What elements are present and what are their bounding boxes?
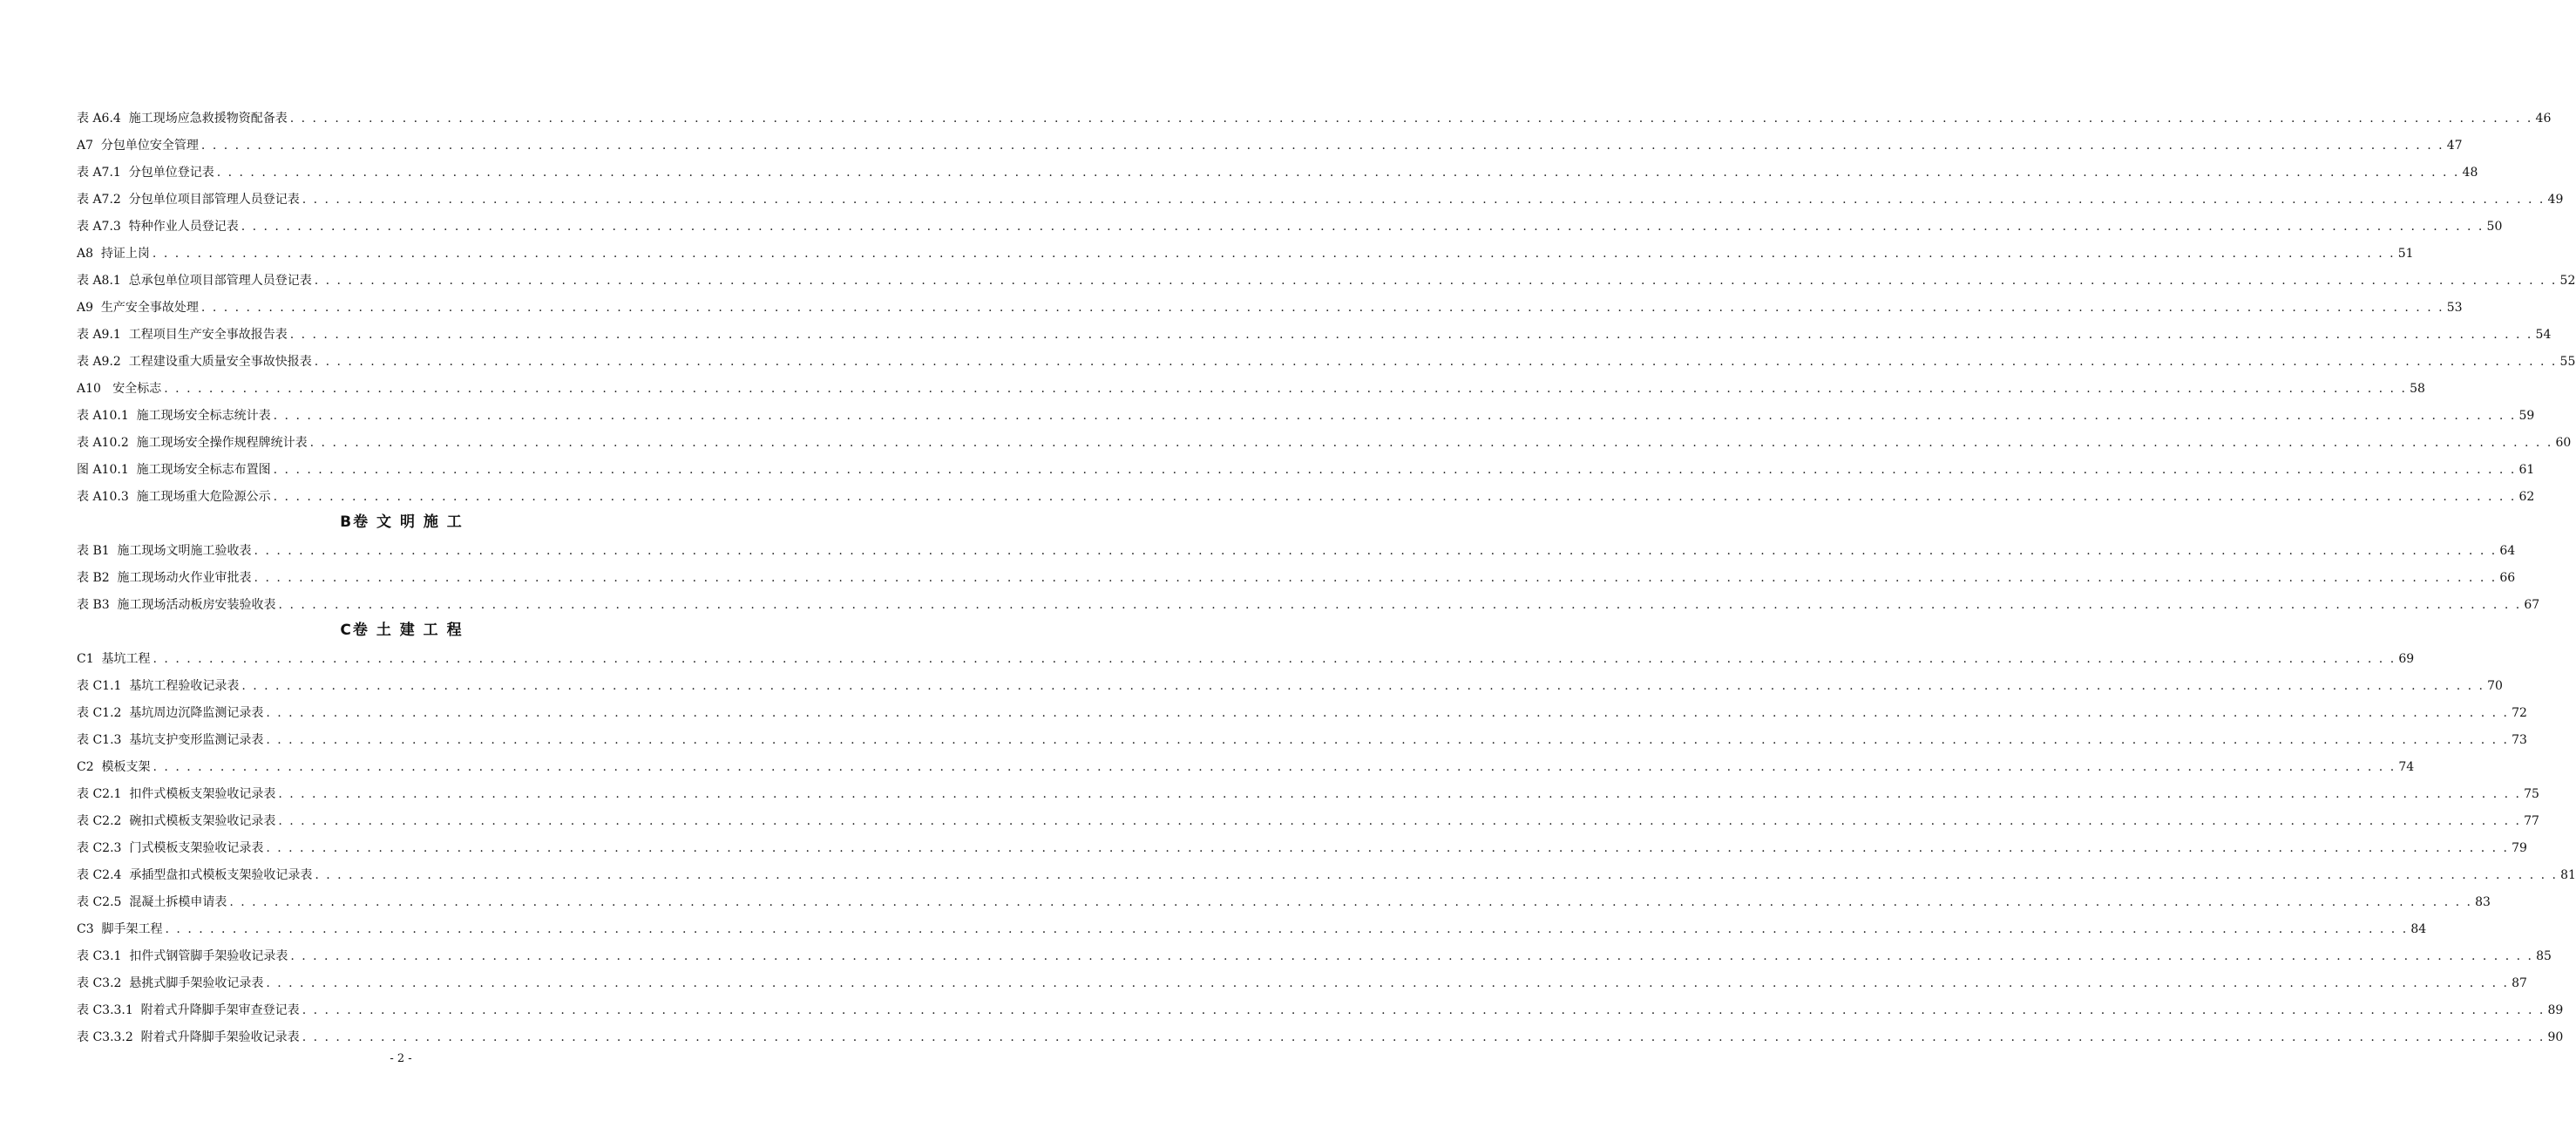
toc-entry[interactable]: [77, 883, 2491, 910]
dot-leader: . . . . . . . . . . . . . . . . . . . . . . . . . . . . . . . . . . . . . . . . . . . . . . . . . . . . . . . . . . . . . . . . . . . . . . . . . . . . . . . . . . . . . . . . . . . . . . . . . . . . . . . . . . . . . . . . . . . . . . . . . . . . . . . . . . . . . . . . . . . . . . . . . . . . . . . . . . . . . . . . . . . . . . . . . . . . . . . . . . . . . . . . . . . . . . . . . . . . . . . .: [200, 301, 2444, 315]
toc-entry[interactable]: [77, 667, 2503, 694]
dot-leader: . . . . . . . . . . . . . . . . . . . . . . . . . . . . . . . . . . . . . . . . . . . . . . . . . . . . . . . . . . . . . . . . . . . . . . . . . . . . . . . . . . . . . . . . . . . . . . . . . . . . . . . . . . . . . . . . . . . . . . . . . . . . . . . . . . . . . . . . . . . . . . . . . . . . . . . . . . . . . . . . . . . . . . . . . . . . . . . . . . . . . . . . . . . . . . . . . . . . . . . .: [302, 193, 2545, 207]
dot-leader: . . . . . . . . . . . . . . . . . . . . . . . . . . . . . . . . . . . . . . . . . . . . . . . . . . . . . . . . . . . . . . . . . . . . . . . . . . . . . . . . . . . . . . . . . . . . . . . . . . . . . . . . . . . . . . . . . . . . . . . . . . . . . . . . . . . . . . . . . . . . . . . . . . . . . . . . . . . . . . . . . . . . . . . . . . . . . . . . . . . . . . . . . . . . . . . . . . . . . . . .: [273, 490, 2517, 504]
toc-entry-page: 52: [2559, 274, 2576, 288]
toc-entry-page: 55: [2559, 355, 2576, 369]
toc-entry-title: A10 安全标志: [77, 382, 162, 396]
toc-entry[interactable]: [77, 262, 2576, 289]
toc-entry-page: 89: [2547, 1003, 2564, 1017]
toc-entry-page: 79: [2512, 841, 2527, 855]
toc-entry[interactable]: [77, 559, 2516, 586]
toc-entry-title: 表 C3.3.1 附着式升降脚手架审查登记表: [77, 1003, 300, 1017]
toc-entry-page: 58: [2410, 382, 2425, 396]
toc-entry-title: 表 C3.2 悬挑式脚手架验收记录表: [77, 976, 264, 990]
toc-entry-page: 73: [2512, 733, 2527, 747]
toc-entry-page: 60: [2555, 436, 2572, 450]
dot-leader: . . . . . . . . . . . . . . . . . . . . . . . . . . . . . . . . . . . . . . . . . . . . . . . . . . . . . . . . . . . . . . . . . . . . . . . . . . . . . . . . . . . . . . . . . . . . . . . . . . . . . . . . . . . . . . . . . . . . . . . . . . . . . . . . . . . . . . . . . . . . . . . . . . . . . . . . . . . . . . . . . . . . . . . . . . . . . . . . . . . . . . . . . . . . . . . . . . . . . . . .: [241, 679, 2484, 693]
toc-entry[interactable]: [77, 207, 2503, 234]
toc-entry-page: 54: [2535, 328, 2552, 342]
dot-leader: . . . . . . . . . . . . . . . . . . . . . . . . . . . . . . . . . . . . . . . . . . . . . . . . . . . . . . . . . . . . . . . . . . . . . . . . . . . . . . . . . . . . . . . . . . . . . . . . . . . . . . . . . . . . . . . . . . . . . . . . . . . . . . . . . . . . . . . . . . . . . . . . . . . . . . . . . . . . . . . . . . . . . . . . . . . . . . . . . . . . . . . . . . . . . . . . . . . . . . . .: [254, 571, 2498, 585]
toc-entry[interactable]: [77, 180, 2564, 207]
toc-entry[interactable]: [77, 478, 2535, 505]
dot-leader: . . . . . . . . . . . . . . . . . . . . . . . . . . . . . . . . . . . . . . . . . . . . . . . . . . . . . . . . . . . . . . . . . . . . . . . . . . . . . . . . . . . . . . . . . . . . . . . . . . . . . . . . . . . . . . . . . . . . . . . . . . . . . . . . . . . . . . . . . . . . . . . . . . . . . . . . . . . . . . . . . . . . . . . . . . . . . . . . . . . . . . . . . . . . . . . . . . . . . . . .: [273, 409, 2517, 423]
page-number: - 2 -: [390, 1052, 412, 1065]
dot-leader: . . . . . . . . . . . . . . . . . . . . . . . . . . . . . . . . . . . . . . . . . . . . . . . . . . . . . . . . . . . . . . . . . . . . . . . . . . . . . . . . . . . . . . . . . . . . . . . . . . . . . . . . . . . . . . . . . . . . . . . . . . . . . . . . . . . . . . . . . . . . . . . . . . . . . . . . . . . . . . . . . . . . . . . . . . . . . . . . . . . . . . . . . . . . . . . . . . . . . . . .: [153, 760, 2396, 774]
dot-leader: . . . . . . . . . . . . . . . . . . . . . . . . . . . . . . . . . . . . . . . . . . . . . . . . . . . . . . . . . . . . . . . . . . . . . . . . . . . . . . . . . . . . . . . . . . . . . . . . . . . . . . . . . . . . . . . . . . . . . . . . . . . . . . . . . . . . . . . . . . . . . . . . . . . . . . . . . . . . . . . . . . . . . . . . . . . . . . . . . . . . . . . . . . . . . . . . . . . . . . . .: [229, 895, 2472, 909]
section-heading: C卷 土 建 工 程: [340, 622, 464, 639]
toc-entry[interactable]: [77, 343, 2576, 370]
toc-entry-page: 69: [2398, 652, 2415, 666]
toc-entry-title: 图 A10.1 施工现场安全标志布置图: [77, 463, 271, 477]
toc-entry-title: 表 A9.1 工程项目生产安全事故报告表: [77, 328, 288, 342]
section-heading: B卷 文 明 施 工: [340, 513, 464, 531]
toc-entry-title: 表 C1.1 基坑工程验收记录表: [77, 679, 240, 693]
dot-leader: . . . . . . . . . . . . . . . . . . . . . . . . . . . . . . . . . . . . . . . . . . . . . . . . . . . . . . . . . . . . . . . . . . . . . . . . . . . . . . . . . . . . . . . . . . . . . . . . . . . . . . . . . . . . . . . . . . . . . . . . . . . . . . . . . . . . . . . . . . . . . . . . . . . . . . . . . . . . . . . . . . . . . . . . . . . . . . . . . . . . . . . . . . . . . . . . . . . . . . . .: [153, 652, 2396, 666]
toc-entry-title: 表 B3 施工现场活动板房安装验收表: [77, 598, 276, 612]
toc-entry[interactable]: [77, 721, 2527, 748]
toc-entry[interactable]: [77, 234, 2414, 262]
toc-entry-title: 表 A9.2 工程建设重大质量安全事故快报表: [77, 355, 312, 369]
dot-leader: . . . . . . . . . . . . . . . . . . . . . . . . . . . . . . . . . . . . . . . . . . . . . . . . . . . . . . . . . . . . . . . . . . . . . . . . . . . . . . . . . . . . . . . . . . . . . . . . . . . . . . . . . . . . . . . . . . . . . . . . . . . . . . . . . . . . . . . . . . . . . . . . . . . . . . . . . . . . . . . . . . . . . . . . . . . . . . . . . . . . . . . . . . . . . . . . . . . . . . . .: [278, 787, 2521, 801]
toc-entry[interactable]: [77, 370, 2425, 397]
toc-entry-page: 74: [2398, 760, 2415, 774]
dot-leader: . . . . . . . . . . . . . . . . . . . . . . . . . . . . . . . . . . . . . . . . . . . . . . . . . . . . . . . . . . . . . . . . . . . . . . . . . . . . . . . . . . . . . . . . . . . . . . . . . . . . . . . . . . . . . . . . . . . . . . . . . . . . . . . . . . . . . . . . . . . . . . . . . . . . . . . . . . . . . . . . . . . . . . . . . . . . . . . . . . . . . . . . . . . . . . . . . . . . . . . .: [278, 814, 2521, 828]
dot-leader: . . . . . . . . . . . . . . . . . . . . . . . . . . . . . . . . . . . . . . . . . . . . . . . . . . . . . . . . . . . . . . . . . . . . . . . . . . . . . . . . . . . . . . . . . . . . . . . . . . . . . . . . . . . . . . . . . . . . . . . . . . . . . . . . . . . . . . . . . . . . . . . . . . . . . . . . . . . . . . . . . . . . . . . . . . . . . . . . . . . . . . . . . . . . . . . . . . . . . . . .: [241, 220, 2484, 234]
toc-entry-title: 表 B1 施工现场文明施工验收表: [77, 544, 252, 558]
toc-entry[interactable]: [77, 748, 2415, 775]
dot-leader: . . . . . . . . . . . . . . . . . . . . . . . . . . . . . . . . . . . . . . . . . . . . . . . . . . . . . . . . . . . . . . . . . . . . . . . . . . . . . . . . . . . . . . . . . . . . . . . . . . . . . . . . . . . . . . . . . . . . . . . . . . . . . . . . . . . . . . . . . . . . . . . . . . . . . . . . . . . . . . . . . . . . . . . . . . . . . . . . . . . . . . . . . . . . . . . . . . . . . . . .: [216, 166, 2460, 180]
dot-leader: . . . . . . . . . . . . . . . . . . . . . . . . . . . . . . . . . . . . . . . . . . . . . . . . . . . . . . . . . . . . . . . . . . . . . . . . . . . . . . . . . . . . . . . . . . . . . . . . . . . . . . . . . . . . . . . . . . . . . . . . . . . . . . . . . . . . . . . . . . . . . . . . . . . . . . . . . . . . . . . . . . . . . . . . . . . . . . . . . . . . . . . . . . . . . . . . . . . . . . . .: [164, 382, 2407, 396]
toc-entry[interactable]: [77, 937, 2552, 964]
toc-entry-page: 72: [2512, 706, 2527, 720]
toc-entry-page: 83: [2475, 895, 2491, 909]
toc-entry-title: 表 A6.4 施工现场应急救援物资配备表: [77, 112, 288, 126]
toc-entry-page: 66: [2499, 571, 2516, 585]
toc-entry-page: 51: [2397, 247, 2414, 261]
toc-entry[interactable]: [77, 424, 2572, 451]
toc-entry-page: 67: [2524, 598, 2540, 612]
toc-entry-page: 62: [2518, 490, 2535, 504]
toc-entry-title: 表 C2.4 承插型盘扣式模板支架验收记录表: [77, 868, 313, 882]
toc-entry-title: 表 A7.1 分包单位登记表: [77, 166, 214, 180]
toc-entry-title: 表 A7.2 分包单位项目部管理人员登记表: [77, 193, 300, 207]
toc-entry-page: 87: [2512, 976, 2527, 990]
toc-entry-page: 53: [2446, 301, 2463, 315]
dot-leader: . . . . . . . . . . . . . . . . . . . . . . . . . . . . . . . . . . . . . . . . . . . . . . . . . . . . . . . . . . . . . . . . . . . . . . . . . . . . . . . . . . . . . . . . . . . . . . . . . . . . . . . . . . . . . . . . . . . . . . . . . . . . . . . . . . . . . . . . . . . . . . . . . . . . . . . . . . . . . . . . . . . . . . . . . . . . . . . . . . . . . . . . . . . . . . . . . . . . . . . .: [289, 112, 2533, 126]
toc-entry-title: 表 C1.2 基坑周边沉降监测记录表: [77, 706, 264, 720]
toc-entry-page: 46: [2535, 112, 2552, 126]
dot-leader: . . . . . . . . . . . . . . . . . . . . . . . . . . . . . . . . . . . . . . . . . . . . . . . . . . . . . . . . . . . . . . . . . . . . . . . . . . . . . . . . . . . . . . . . . . . . . . . . . . . . . . . . . . . . . . . . . . . . . . . . . . . . . . . . . . . . . . . . . . . . . . . . . . . . . . . . . . . . . . . . . . . . . . . . . . . . . . . . . . . . . . . . . . . . . . . . . . . . . . . .: [302, 1003, 2545, 1017]
dot-leader: . . . . . . . . . . . . . . . . . . . . . . . . . . . . . . . . . . . . . . . . . . . . . . . . . . . . . . . . . . . . . . . . . . . . . . . . . . . . . . . . . . . . . . . . . . . . . . . . . . . . . . . . . . . . . . . . . . . . . . . . . . . . . . . . . . . . . . . . . . . . . . . . . . . . . . . . . . . . . . . . . . . . . . . . . . . . . . . . . . . . . . . . . . . . . . . . . . . . . . . .: [165, 922, 2409, 936]
toc-entry-title: 表 C2.5 混凝土拆模申请表: [77, 895, 227, 909]
toc-entry-title: A9 生产安全事故处理: [77, 301, 199, 315]
toc-entry-title: C1 基坑工程: [77, 652, 151, 666]
dot-leader: . . . . . . . . . . . . . . . . . . . . . . . . . . . . . . . . . . . . . . . . . . . . . . . . . . . . . . . . . . . . . . . . . . . . . . . . . . . . . . . . . . . . . . . . . . . . . . . . . . . . . . . . . . . . . . . . . . . . . . . . . . . . . . . . . . . . . . . . . . . . . . . . . . . . . . . . . . . . . . . . . . . . . . . . . . . . . . . . . . . . . . . . . . . . . . . . . . . . . . . .: [309, 436, 2553, 450]
dot-leader: . . . . . . . . . . . . . . . . . . . . . . . . . . . . . . . . . . . . . . . . . . . . . . . . . . . . . . . . . . . . . . . . . . . . . . . . . . . . . . . . . . . . . . . . . . . . . . . . . . . . . . . . . . . . . . . . . . . . . . . . . . . . . . . . . . . . . . . . . . . . . . . . . . . . . . . . . . . . . . . . . . . . . . . . . . . . . . . . . . . . . . . . . . . . . . . . . . . . . . . .: [289, 328, 2533, 342]
dot-leader: . . . . . . . . . . . . . . . . . . . . . . . . . . . . . . . . . . . . . . . . . . . . . . . . . . . . . . . . . . . . . . . . . . . . . . . . . . . . . . . . . . . . . . . . . . . . . . . . . . . . . . . . . . . . . . . . . . . . . . . . . . . . . . . . . . . . . . . . . . . . . . . . . . . . . . . . . . . . . . . . . . . . . . . . . . . . . . . . . . . . . . . . . . . . . . . . . . . . . . . .: [314, 274, 2558, 288]
toc-entry-page: 90: [2547, 1030, 2564, 1044]
toc-entry[interactable]: [77, 316, 2552, 343]
dot-leader: . . . . . . . . . . . . . . . . . . . . . . . . . . . . . . . . . . . . . . . . . . . . . . . . . . . . . . . . . . . . . . . . . . . . . . . . . . . . . . . . . . . . . . . . . . . . . . . . . . . . . . . . . . . . . . . . . . . . . . . . . . . . . . . . . . . . . . . . . . . . . . . . . . . . . . . . . . . . . . . . . . . . . . . . . . . . . . . . . . . . . . . . . . . . . . . . . . . . . . . .: [290, 949, 2533, 963]
toc-entry-title: 表 C3.3.2 附着式升降脚手架验收记录表: [77, 1030, 300, 1044]
dot-leader: . . . . . . . . . . . . . . . . . . . . . . . . . . . . . . . . . . . . . . . . . . . . . . . . . . . . . . . . . . . . . . . . . . . . . . . . . . . . . . . . . . . . . . . . . . . . . . . . . . . . . . . . . . . . . . . . . . . . . . . . . . . . . . . . . . . . . . . . . . . . . . . . . . . . . . . . . . . . . . . . . . . . . . . . . . . . . . . . . . . . . . . . . . . . . . . . . . . . . . . .: [273, 463, 2517, 477]
toc-entry-title: 表 C1.3 基坑支护变形监测记录表: [77, 733, 264, 747]
toc-entry[interactable]: [77, 829, 2527, 856]
toc-entry-title: 表 C2.2 碗扣式模板支架验收记录表: [77, 814, 276, 828]
dot-leader: . . . . . . . . . . . . . . . . . . . . . . . . . . . . . . . . . . . . . . . . . . . . . . . . . . . . . . . . . . . . . . . . . . . . . . . . . . . . . . . . . . . . . . . . . . . . . . . . . . . . . . . . . . . . . . . . . . . . . . . . . . . . . . . . . . . . . . . . . . . . . . . . . . . . . . . . . . . . . . . . . . . . . . . . . . . . . . . . . . . . . . . . . . . . . . . . . . . . . . . .: [278, 598, 2522, 612]
toc-entry-title: 表 A10.1 施工现场安全标志统计表: [77, 409, 271, 423]
toc-entry[interactable]: [77, 640, 2415, 667]
toc-entry-title: A8 持证上岗: [77, 247, 150, 261]
toc-entry[interactable]: [77, 289, 2463, 316]
toc-entry[interactable]: [77, 397, 2535, 424]
toc-entry[interactable]: [77, 910, 2427, 937]
toc-entry[interactable]: [77, 586, 2540, 613]
toc-entry-title: 表 A10.2 施工现场安全操作规程牌统计表: [77, 436, 308, 450]
toc-entry[interactable]: [77, 775, 2539, 802]
toc-entry-title: 表 A8.1 总承包单位项目部管理人员登记表: [77, 274, 312, 288]
toc-entry-page: 59: [2518, 409, 2535, 423]
toc-entry[interactable]: [77, 451, 2535, 478]
toc-entry[interactable]: [77, 1018, 2564, 1045]
toc-entry-page: 49: [2547, 193, 2564, 207]
toc-entry-title: 表 C2.1 扣件式模板支架验收记录表: [77, 787, 276, 801]
toc-entry[interactable]: [77, 153, 2478, 180]
toc-entry-page: 70: [2487, 679, 2503, 693]
toc-entry[interactable]: [77, 694, 2527, 721]
toc-entry-page: 75: [2524, 787, 2539, 801]
dot-leader: . . . . . . . . . . . . . . . . . . . . . . . . . . . . . . . . . . . . . . . . . . . . . . . . . . . . . . . . . . . . . . . . . . . . . . . . . . . . . . . . . . . . . . . . . . . . . . . . . . . . . . . . . . . . . . . . . . . . . . . . . . . . . . . . . . . . . . . . . . . . . . . . . . . . . . . . . . . . . . . . . . . . . . . . . . . . . . . . . . . . . . . . . . . . . . . . . . . . . . . .: [266, 706, 2509, 720]
toc-entry[interactable]: [77, 532, 2516, 559]
toc-entry-page: 77: [2524, 814, 2539, 828]
dot-leader: . . . . . . . . . . . . . . . . . . . . . . . . . . . . . . . . . . . . . . . . . . . . . . . . . . . . . . . . . . . . . . . . . . . . . . . . . . . . . . . . . . . . . . . . . . . . . . . . . . . . . . . . . . . . . . . . . . . . . . . . . . . . . . . . . . . . . . . . . . . . . . . . . . . . . . . . . . . . . . . . . . . . . . . . . . . . . . . . . . . . . . . . . . . . . . . . . . . . . . . .: [254, 544, 2498, 558]
dot-leader: . . . . . . . . . . . . . . . . . . . . . . . . . . . . . . . . . . . . . . . . . . . . . . . . . . . . . . . . . . . . . . . . . . . . . . . . . . . . . . . . . . . . . . . . . . . . . . . . . . . . . . . . . . . . . . . . . . . . . . . . . . . . . . . . . . . . . . . . . . . . . . . . . . . . . . . . . . . . . . . . . . . . . . . . . . . . . . . . . . . . . . . . . . . . . . . . . . . . . . . .: [266, 976, 2509, 990]
toc-entry-page: 61: [2518, 463, 2535, 477]
toc-entry[interactable]: [77, 856, 2576, 883]
toc-entry-page: 64: [2499, 544, 2516, 558]
dot-leader: . . . . . . . . . . . . . . . . . . . . . . . . . . . . . . . . . . . . . . . . . . . . . . . . . . . . . . . . . . . . . . . . . . . . . . . . . . . . . . . . . . . . . . . . . . . . . . . . . . . . . . . . . . . . . . . . . . . . . . . . . . . . . . . . . . . . . . . . . . . . . . . . . . . . . . . . . . . . . . . . . . . . . . . . . . . . . . . . . . . . . . . . . . . . . . . . . . . . . . . .: [302, 1030, 2545, 1044]
dot-leader: . . . . . . . . . . . . . . . . . . . . . . . . . . . . . . . . . . . . . . . . . . . . . . . . . . . . . . . . . . . . . . . . . . . . . . . . . . . . . . . . . . . . . . . . . . . . . . . . . . . . . . . . . . . . . . . . . . . . . . . . . . . . . . . . . . . . . . . . . . . . . . . . . . . . . . . . . . . . . . . . . . . . . . . . . . . . . . . . . . . . . . . . . . . . . . . . . . . . . . . .: [315, 868, 2558, 882]
dot-leader: . . . . . . . . . . . . . . . . . . . . . . . . . . . . . . . . . . . . . . . . . . . . . . . . . . . . . . . . . . . . . . . . . . . . . . . . . . . . . . . . . . . . . . . . . . . . . . . . . . . . . . . . . . . . . . . . . . . . . . . . . . . . . . . . . . . . . . . . . . . . . . . . . . . . . . . . . . . . . . . . . . . . . . . . . . . . . . . . . . . . . . . . . . . . . . . . . . . . . . . .: [152, 247, 2396, 261]
toc-entry-title: 表 A7.3 特种作业人员登记表: [77, 220, 239, 234]
dot-leader: . . . . . . . . . . . . . . . . . . . . . . . . . . . . . . . . . . . . . . . . . . . . . . . . . . . . . . . . . . . . . . . . . . . . . . . . . . . . . . . . . . . . . . . . . . . . . . . . . . . . . . . . . . . . . . . . . . . . . . . . . . . . . . . . . . . . . . . . . . . . . . . . . . . . . . . . . . . . . . . . . . . . . . . . . . . . . . . . . . . . . . . . . . . . . . . . . . . . . . . .: [266, 841, 2509, 855]
toc-entry-title: C2 模板支架: [77, 760, 151, 774]
toc-entry-title: 表 B2 施工现场动火作业审批表: [77, 571, 252, 585]
dot-leader: . . . . . . . . . . . . . . . . . . . . . . . . . . . . . . . . . . . . . . . . . . . . . . . . . . . . . . . . . . . . . . . . . . . . . . . . . . . . . . . . . . . . . . . . . . . . . . . . . . . . . . . . . . . . . . . . . . . . . . . . . . . . . . . . . . . . . . . . . . . . . . . . . . . . . . . . . . . . . . . . . . . . . . . . . . . . . . . . . . . . . . . . . . . . . . . . . . . . . . . .: [314, 355, 2558, 369]
toc-entry-title: 表 C3.1 扣件式钢管脚手架验收记录表: [77, 949, 288, 963]
table-of-contents: [77, 99, 2576, 1045]
toc-entry-page: 85: [2536, 949, 2552, 963]
dot-leader: . . . . . . . . . . . . . . . . . . . . . . . . . . . . . . . . . . . . . . . . . . . . . . . . . . . . . . . . . . . . . . . . . . . . . . . . . . . . . . . . . . . . . . . . . . . . . . . . . . . . . . . . . . . . . . . . . . . . . . . . . . . . . . . . . . . . . . . . . . . . . . . . . . . . . . . . . . . . . . . . . . . . . . . . . . . . . . . . . . . . . . . . . . . . . . . . . . . . . . . .: [266, 733, 2509, 747]
toc-entry[interactable]: [77, 126, 2463, 153]
toc-entry-page: 84: [2410, 922, 2427, 936]
toc-entry-page: 48: [2462, 166, 2478, 180]
toc-entry-title: A7 分包单位安全管理: [77, 139, 199, 153]
toc-entry-page: 47: [2446, 139, 2463, 153]
toc-entry-title: 表 A10.3 施工现场重大危险源公示: [77, 490, 271, 504]
toc-entry-title: 表 C2.3 门式模板支架验收记录表: [77, 841, 264, 855]
toc-entry-page: 81: [2560, 868, 2576, 882]
toc-entry-title: C3 脚手架工程: [77, 922, 163, 936]
dot-leader: . . . . . . . . . . . . . . . . . . . . . . . . . . . . . . . . . . . . . . . . . . . . . . . . . . . . . . . . . . . . . . . . . . . . . . . . . . . . . . . . . . . . . . . . . . . . . . . . . . . . . . . . . . . . . . . . . . . . . . . . . . . . . . . . . . . . . . . . . . . . . . . . . . . . . . . . . . . . . . . . . . . . . . . . . . . . . . . . . . . . . . . . . . . . . . . . . . . . . . . .: [200, 139, 2444, 153]
toc-entry[interactable]: [77, 99, 2552, 126]
toc-entry[interactable]: [77, 964, 2527, 991]
toc-entry-page: 50: [2486, 220, 2503, 234]
toc-entry[interactable]: [77, 991, 2564, 1018]
toc-entry[interactable]: [77, 802, 2539, 829]
